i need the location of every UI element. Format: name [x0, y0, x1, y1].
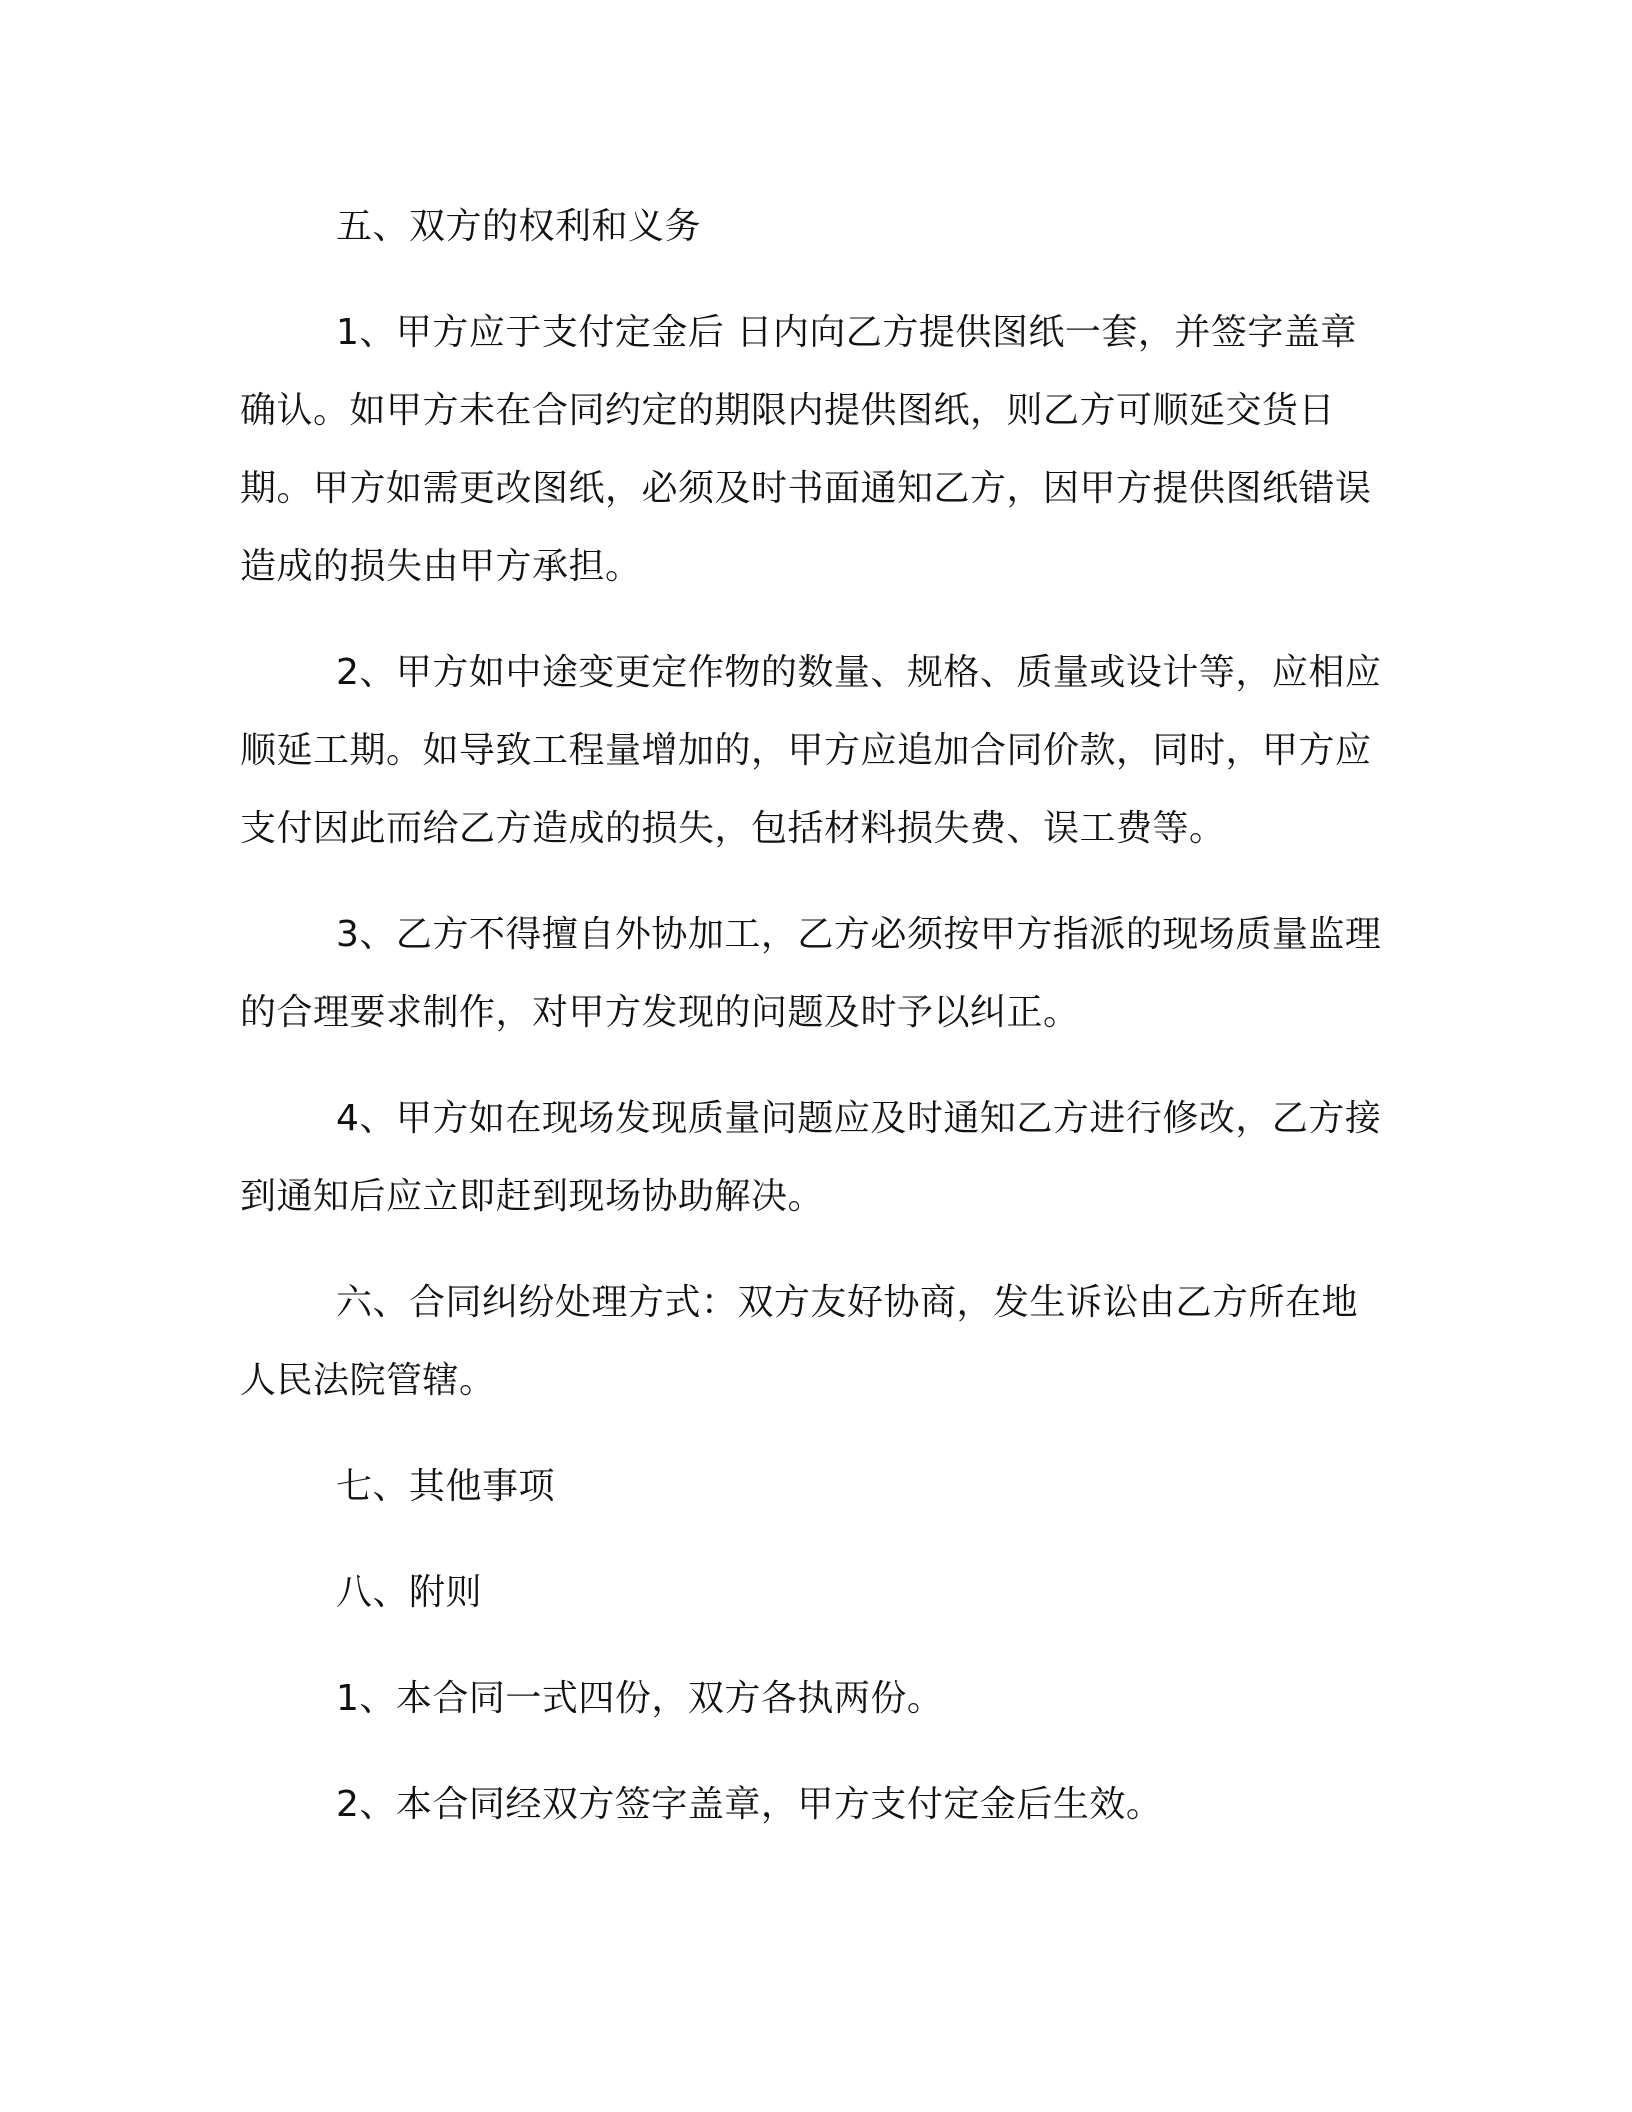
- clause-5-2-changes: 2、甲方如中途变更定作物的数量、规格、质量或设计等，应相应顺延工期。如导致工程量增加的，甲方应追加合同价款，同时，甲方应支付因此而给乙方造成的损失，包括材料损失费、误工费等。: [240, 652, 1382, 849]
- section-heading-rights-obligations: 五、双方的权利和义务: [336, 206, 702, 247]
- clause-5-1-drawings: 1、甲方应于支付定金后 日内向乙方提供图纸一套，并签字盖章确认。如甲方未在合同约定的期限内提供图纸，则乙方可顺延交货日期。甲方如需更改图纸，必须及时书面通知乙方，因甲方提供图纸错误造成的损失由甲方承担。: [240, 312, 1372, 587]
- clause-5-3-outsourcing: 3、乙方不得擅自外协加工，乙方必须按甲方指派的现场质量监理的合理要求制作，对甲方发现的问题及时予以纠正。: [240, 914, 1382, 1033]
- clause-8-1-copies: 1、本合同一式四份，双方各执两份。: [336, 1678, 944, 1719]
- document-body: [240, 188, 1390, 1872]
- section-heading-other-matters: 七、其他事项: [336, 1466, 556, 1507]
- clause-8-2-effective: 2、本合同经双方签字盖章，甲方支付定金后生效。: [336, 1784, 1163, 1825]
- clause-5-4-quality-issues: 4、甲方如在现场发现质量问题应及时通知乙方进行修改，乙方接到通知后应立即赶到现场协助解决。: [240, 1098, 1382, 1217]
- section-dispute-resolution: 六、合同纠纷处理方式：双方友好协商，发生诉讼由乙方所在地人民法院管辖。: [240, 1282, 1359, 1401]
- section-heading-supplementary: 八、附则: [336, 1572, 483, 1613]
